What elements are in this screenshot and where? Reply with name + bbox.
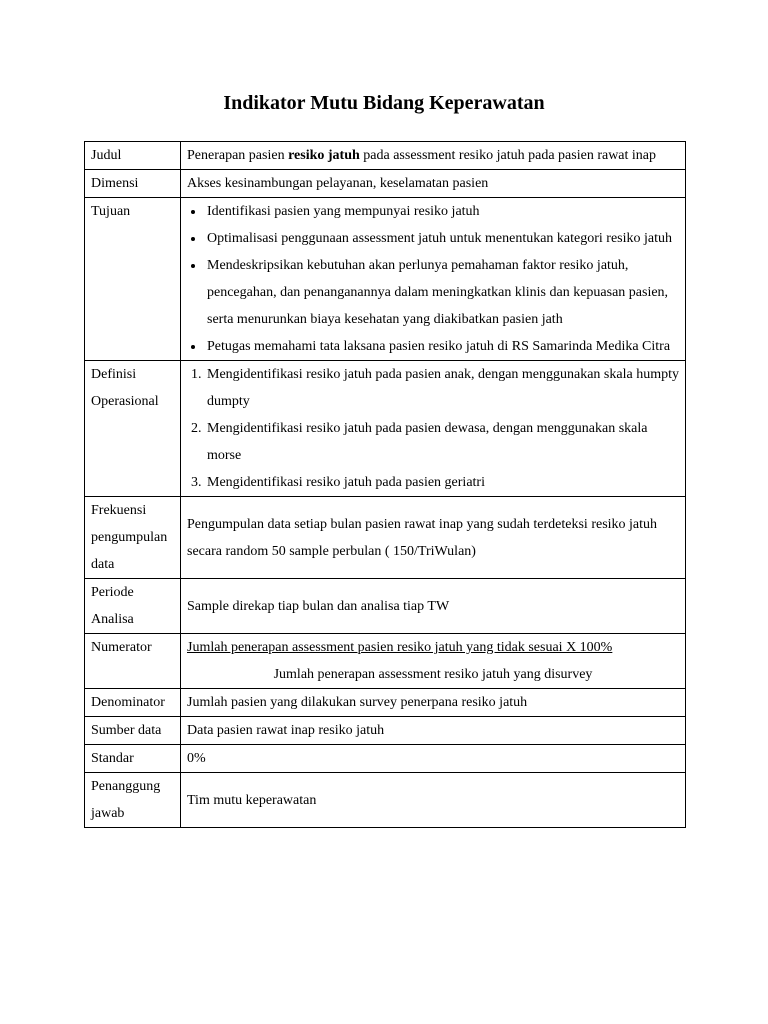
list-item: 3. Mengidentifikasi resiko jatuh pada pasien geriatri xyxy=(205,469,679,496)
value-dimensi: Akses kesinambungan pelayanan, keselamatan pasien xyxy=(181,170,686,198)
label-denominator: Denominator xyxy=(85,689,181,717)
value-definisi xyxy=(181,361,686,497)
label-dimensi: Dimensi xyxy=(85,170,181,198)
row-frekuensi xyxy=(85,497,686,579)
value-denominator: Jumlah pasien yang dilakukan survey penerpana resiko jatuh xyxy=(181,689,686,717)
list-item: • Petugas memahami tata laksana pasien resiko jatuh di RS Samarinda Medika Citra xyxy=(205,333,679,360)
list-item: • Mendeskripsikan kebutuhan akan perlunya pemahaman faktor resiko jatuh, pencegahan, dan penanganannya dalam meningkatkan klinis dan kepuasan pasien, serta menurunkan biaya kesehatan yang diakibatkan pasien jath xyxy=(205,252,679,333)
row-judul xyxy=(85,142,686,170)
list-item: • Identifikasi pasien yang mempunyai resiko jatuh xyxy=(205,198,679,225)
definisi-list xyxy=(187,361,679,496)
numerator-divisor-line: Jumlah penerapan assessment resiko jatuh yang disurvey xyxy=(273,667,593,682)
row-dimensi xyxy=(85,170,686,198)
value-periode: Sample direkap tiap bulan dan analisa tiap TW xyxy=(181,579,686,634)
label-definisi: Definisi Operasional xyxy=(85,361,181,497)
indicator-table xyxy=(84,141,686,828)
value-judul xyxy=(181,142,686,170)
row-tujuan xyxy=(85,198,686,361)
label-periode: Periode Analisa xyxy=(85,579,181,634)
tujuan-list xyxy=(187,198,679,360)
label-tujuan: Tujuan xyxy=(85,198,181,361)
judul-text-bold: resiko jatuh xyxy=(288,148,360,163)
row-periode xyxy=(85,579,686,634)
label-penanggung: Penanggung jawab xyxy=(85,773,181,828)
label-numerator: Numerator xyxy=(85,634,181,689)
label-judul: Judul xyxy=(85,142,181,170)
row-numerator xyxy=(85,634,686,689)
value-numerator xyxy=(181,634,686,689)
value-tujuan xyxy=(181,198,686,361)
row-standar xyxy=(85,745,686,773)
label-standar: Standar xyxy=(85,745,181,773)
list-item: 1. Mengidentifikasi resiko jatuh pada pasien anak, dengan menggunakan skala humpty dumpty xyxy=(205,361,679,415)
row-sumber xyxy=(85,717,686,745)
row-definisi xyxy=(85,361,686,497)
page-title: Indikator Mutu Bidang Keperawatan xyxy=(223,92,545,114)
numerator-line: Jumlah penerapan assessment pasien resiko jatuh yang tidak sesuai X 100% xyxy=(187,640,613,655)
label-frekuensi: Frekuensi pengumpulan data xyxy=(85,497,181,579)
value-penanggung: Tim mutu keperawatan xyxy=(181,773,686,828)
row-denominator xyxy=(85,689,686,717)
value-sumber: Data pasien rawat inap resiko jatuh xyxy=(181,717,686,745)
value-standar: 0% xyxy=(181,745,686,773)
row-penanggung xyxy=(85,773,686,828)
value-frekuensi: Pengumpulan data setiap bulan pasien rawat inap yang sudah terdeteksi resiko jatuh secara random 50 sample perbulan ( 150/TriWulan) xyxy=(181,497,686,579)
list-item: 2. Mengidentifikasi resiko jatuh pada pasien dewasa, dengan menggunakan skala morse xyxy=(205,415,679,469)
label-sumber: Sumber data xyxy=(85,717,181,745)
judul-text-before: Penerapan pasien xyxy=(187,148,289,163)
list-item: • Optimalisasi penggunaan assessment jatuh untuk menentukan kategori resiko jatuh xyxy=(205,225,679,252)
judul-text-after: pada assessment resiko jatuh pada pasien rawat inap xyxy=(359,148,657,163)
